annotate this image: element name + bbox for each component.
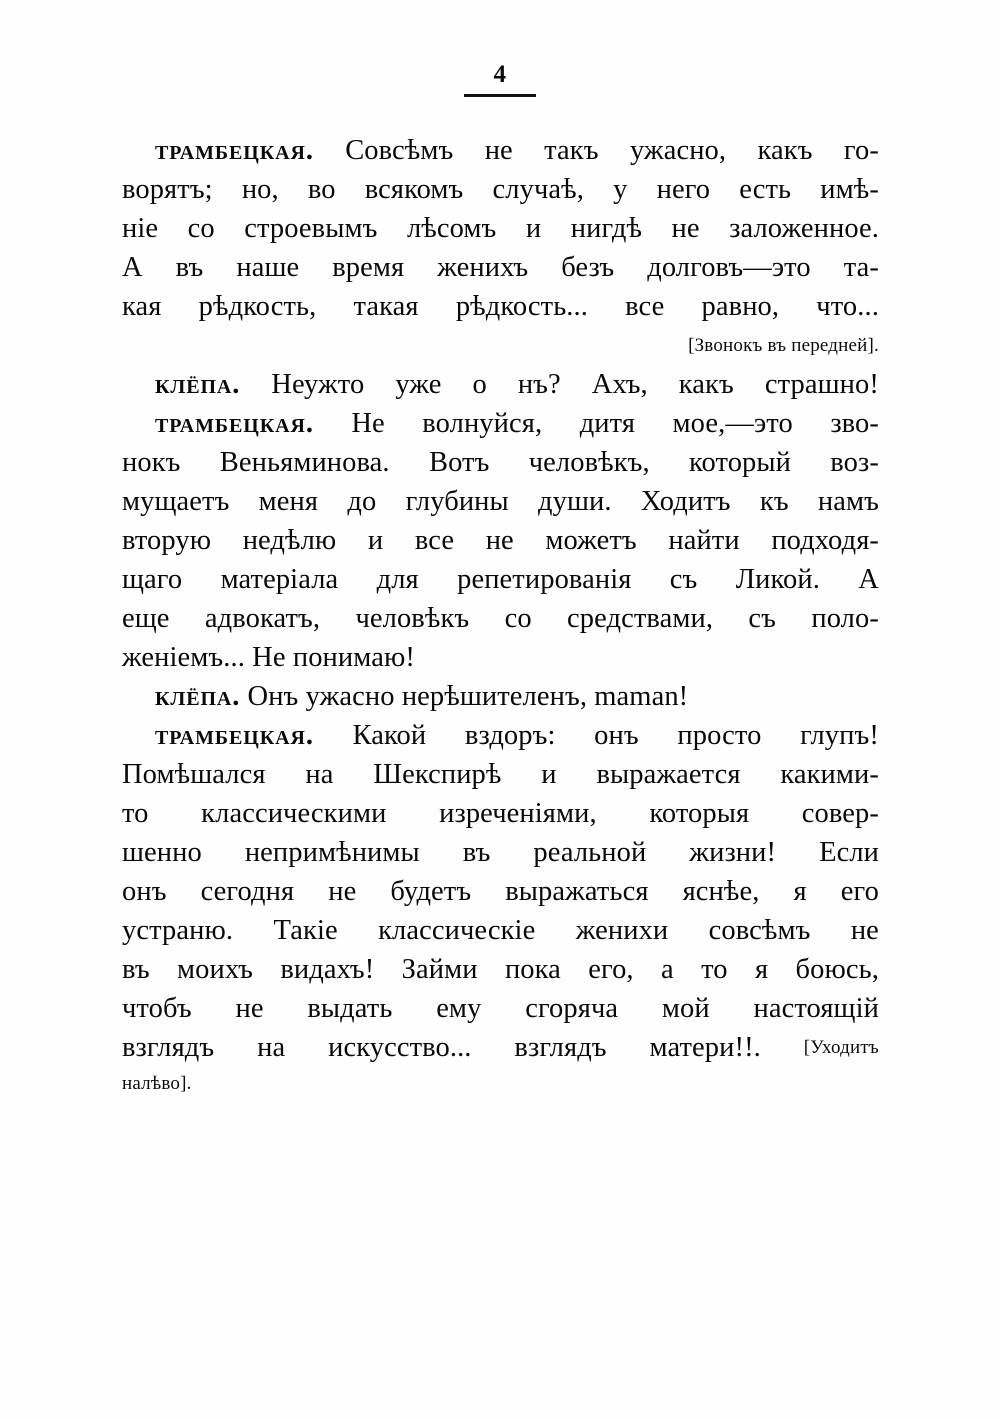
word: время — [332, 252, 405, 283]
word: настоящій — [753, 993, 879, 1024]
speaker-name: трамбецкая. — [155, 408, 314, 439]
word: изреченіями, — [439, 798, 597, 829]
word: выдать — [307, 993, 393, 1024]
word: всякомъ — [364, 174, 464, 205]
word: ужасно, — [629, 135, 727, 166]
text-line — [122, 716, 879, 755]
word: то — [122, 798, 149, 829]
word: нигдѣ — [570, 213, 643, 244]
word: яснѣе, — [682, 876, 760, 907]
text-line — [122, 365, 879, 404]
word: человѣкъ, — [528, 447, 650, 478]
text-line — [122, 794, 879, 833]
word: какъ — [757, 135, 813, 166]
word: Займи — [401, 954, 478, 985]
word: мое,—это — [672, 408, 793, 439]
word: что... — [816, 291, 879, 322]
word: имѣ- — [820, 174, 879, 205]
speaker-name: клёпа. — [155, 369, 241, 400]
word: души. — [538, 486, 612, 517]
speaker-name: трамбецкая. — [155, 720, 314, 751]
word: дитя — [579, 408, 636, 439]
word: репетированія — [457, 564, 632, 595]
word: а — [661, 954, 674, 985]
word: ніе — [122, 213, 159, 244]
word: А — [858, 564, 879, 595]
word: матери!!. — [649, 1032, 761, 1063]
word: понимаю! — [292, 642, 415, 673]
word: Помѣшался — [122, 759, 266, 790]
word: человѣкъ — [355, 603, 470, 634]
speaker-name: клёпа. — [155, 681, 241, 712]
word: адвокатъ, — [204, 603, 321, 634]
word: со — [187, 213, 215, 244]
word: щаго — [122, 564, 183, 595]
word: искусство... — [328, 1032, 472, 1063]
word: но, — [241, 174, 279, 205]
stage-direction-inline: [Уходитъ — [803, 1037, 879, 1058]
word: Не — [351, 408, 385, 439]
word: мой — [661, 993, 710, 1024]
word: поло- — [811, 603, 879, 634]
word: на — [257, 1032, 286, 1063]
word: не — [328, 876, 357, 907]
text-line — [122, 911, 879, 950]
word: на — [305, 759, 334, 790]
word: взглядъ — [122, 1032, 215, 1063]
word: взглядъ — [514, 1032, 607, 1063]
word: Если — [819, 837, 879, 868]
word: я — [754, 954, 769, 985]
text-line — [122, 170, 879, 209]
text-line — [122, 950, 879, 989]
word: такая — [353, 291, 419, 322]
word: равно, — [701, 291, 780, 322]
word: нъ? — [517, 369, 561, 400]
word: то — [701, 954, 728, 985]
word: безъ — [561, 252, 615, 283]
word: maman! — [594, 681, 689, 712]
word: можетъ — [545, 525, 637, 556]
word: Такіе — [273, 915, 338, 946]
word: онъ — [122, 876, 167, 907]
word: Ахъ, — [591, 369, 648, 400]
word: его, — [588, 954, 634, 985]
word: ворятъ; — [122, 174, 213, 205]
word: и — [541, 759, 557, 790]
word: меня — [258, 486, 319, 517]
word: страшно! — [764, 369, 879, 400]
text-line — [122, 560, 879, 599]
word: мущаетъ — [122, 486, 230, 517]
word: вторую — [122, 525, 212, 556]
word: есть — [739, 174, 792, 205]
word: ужасно — [305, 681, 395, 712]
word: его — [840, 876, 879, 907]
folio — [0, 62, 1000, 97]
word: Ходитъ — [640, 486, 731, 517]
text-line — [122, 521, 879, 560]
word: случаѣ, — [492, 174, 584, 205]
word: непримѣнимы — [244, 837, 420, 868]
word: не — [850, 915, 879, 946]
text-line — [122, 872, 879, 911]
word: у — [613, 174, 628, 205]
word: выражается — [596, 759, 741, 790]
word: А — [122, 252, 143, 283]
word: и — [367, 525, 384, 556]
word: просто — [677, 720, 762, 751]
word: не — [235, 993, 264, 1024]
text-line — [122, 677, 879, 716]
word: до — [347, 486, 377, 517]
text-line — [122, 248, 879, 287]
word: та- — [843, 252, 879, 283]
word: онъ — [594, 720, 639, 751]
word: еще — [122, 603, 170, 634]
word: наше — [236, 252, 300, 283]
word: для — [376, 564, 419, 595]
word: къ — [759, 486, 789, 517]
text-line — [122, 1028, 879, 1067]
word: сегодня — [200, 876, 295, 907]
word: моихъ — [177, 954, 253, 985]
word: Шекспирѣ — [373, 759, 502, 790]
word: Ликой. — [735, 564, 820, 595]
word: глупъ! — [800, 720, 879, 751]
word: который — [689, 447, 791, 478]
word: шенно — [122, 837, 202, 868]
word: классическими — [201, 798, 387, 829]
word: женихи — [575, 915, 669, 946]
word: совер- — [801, 798, 879, 829]
word: сгоряча — [525, 993, 619, 1024]
word: намъ — [817, 486, 879, 517]
stage-direction: [Звонокъ въ передней]. — [688, 335, 879, 356]
text-line — [122, 833, 879, 872]
word: лѣсомъ — [406, 213, 497, 244]
word: кая — [122, 291, 162, 322]
word: я — [793, 876, 807, 907]
word: Веньяминова. — [219, 447, 390, 478]
word: въ — [462, 837, 491, 868]
stage-direction-continued: налѣво]. — [122, 1073, 192, 1094]
word: матеріала — [220, 564, 339, 595]
word: воз- — [830, 447, 879, 478]
word: боюсь, — [795, 954, 879, 985]
word: Неужто — [271, 369, 365, 400]
word: жизни! — [689, 837, 777, 868]
word: реальной — [533, 837, 647, 868]
word: не — [484, 135, 513, 166]
word: го- — [843, 135, 879, 166]
text-line — [122, 482, 879, 521]
text-block — [122, 131, 879, 1101]
text-line — [122, 209, 879, 248]
word: въ — [175, 252, 204, 283]
word: Какой — [352, 720, 427, 751]
word: выражаться — [505, 876, 649, 907]
word: Совсѣмъ — [345, 135, 454, 166]
word: подходя- — [771, 525, 879, 556]
word: со — [504, 603, 532, 634]
word: о — [472, 369, 487, 400]
word: съ — [669, 564, 698, 595]
word: найти — [668, 525, 740, 556]
word: женіемъ... — [122, 642, 245, 673]
word: нокъ — [122, 447, 181, 478]
word: строевымъ — [244, 213, 378, 244]
word: вздоръ: — [464, 720, 556, 751]
text-line — [122, 287, 879, 326]
word: Вотъ — [428, 447, 490, 478]
word: средствами, — [567, 603, 714, 634]
word: недѣлю — [242, 525, 337, 556]
word: будетъ — [390, 876, 472, 907]
word: ему — [436, 993, 482, 1024]
word: него — [656, 174, 711, 205]
word: все — [414, 525, 455, 556]
word: зво- — [830, 408, 879, 439]
word: съ — [748, 603, 776, 634]
text-line — [122, 599, 879, 638]
word: видахъ! — [280, 954, 375, 985]
word: Не — [252, 642, 286, 673]
word: долговъ—это — [647, 252, 811, 283]
word: пока — [504, 954, 561, 985]
word: не — [671, 213, 700, 244]
word: въ — [122, 954, 150, 985]
word: рѣдкость... — [455, 291, 588, 322]
word: какъ — [678, 369, 734, 400]
text-line — [122, 989, 879, 1028]
text-line — [122, 638, 879, 677]
text-line — [122, 404, 879, 443]
word: глубины — [405, 486, 509, 517]
word: такъ — [544, 135, 599, 166]
word: и — [525, 213, 542, 244]
text-line — [122, 755, 879, 794]
word: рѣдкость, — [198, 291, 317, 322]
word: какими- — [780, 759, 879, 790]
folio-rule — [464, 94, 536, 97]
word: во — [307, 174, 336, 205]
page-number: 4 — [493, 61, 507, 88]
word: совсѣмъ — [708, 915, 811, 946]
word: Онъ — [247, 681, 299, 712]
word: классическіе — [378, 915, 536, 946]
word: чтобъ — [122, 993, 192, 1024]
word: все — [625, 291, 665, 322]
word: устраню. — [122, 915, 234, 946]
text-line — [122, 443, 879, 482]
word: не — [485, 525, 514, 556]
speaker-name: трамбецкая. — [155, 135, 314, 166]
word: нерѣшителенъ, — [401, 681, 588, 712]
word: волнуйся, — [422, 408, 543, 439]
word: которыя — [649, 798, 750, 829]
word: женихъ — [437, 252, 529, 283]
word: заложенное. — [729, 213, 879, 244]
text-line — [122, 131, 879, 170]
word: уже — [395, 369, 442, 400]
